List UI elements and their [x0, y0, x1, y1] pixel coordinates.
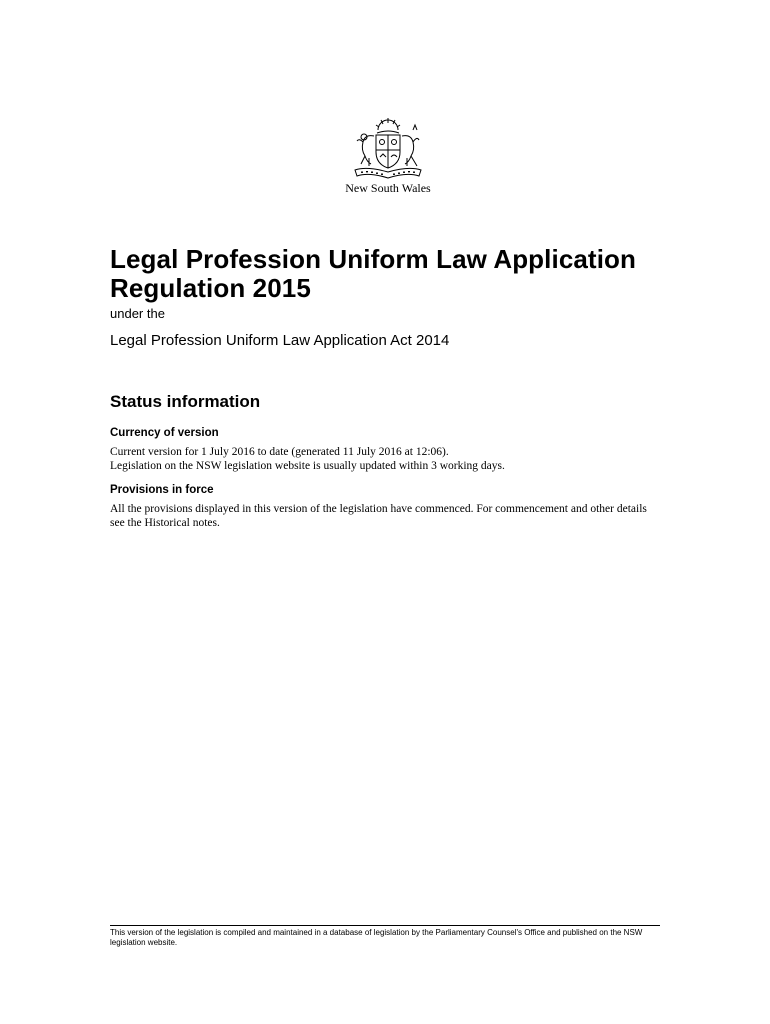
regulation-title-line-2: Regulation 2015	[110, 273, 311, 303]
under-the-label: under the	[110, 306, 165, 321]
footer-divider	[110, 925, 660, 926]
provisions-in-force-text: All the provisions displayed in this version of the legislation have commenced. For commencement and other details see the Historical notes.	[110, 503, 647, 529]
nsw-coat-of-arms-icon	[347, 114, 429, 180]
regulation-title	[110, 245, 710, 303]
regulation-title-line-1: Legal Profession Uniform Law Application	[110, 244, 636, 274]
currency-update-note-text: Legislation on the NSW legislation website is usually updated within 3 working days.	[110, 460, 505, 472]
status-information-heading: Status information	[110, 392, 261, 411]
jurisdiction-label: New South Wales	[345, 181, 431, 195]
provisions-in-force-heading: Provisions in force	[110, 484, 214, 496]
currency-of-version-heading: Currency of version	[110, 427, 219, 439]
parent-act-name: Legal Profession Uniform Law Application Act 2014	[110, 332, 450, 349]
footer-note: This version of the legislation is compiled and maintained in a database of legislation by the Parliamentary Counsel's Office and published on the NSW legislation website.	[110, 928, 643, 947]
currency-current-version-text: Current version for 1 July 2016 to date (generated 11 July 2016 at 12:06).	[110, 446, 449, 458]
